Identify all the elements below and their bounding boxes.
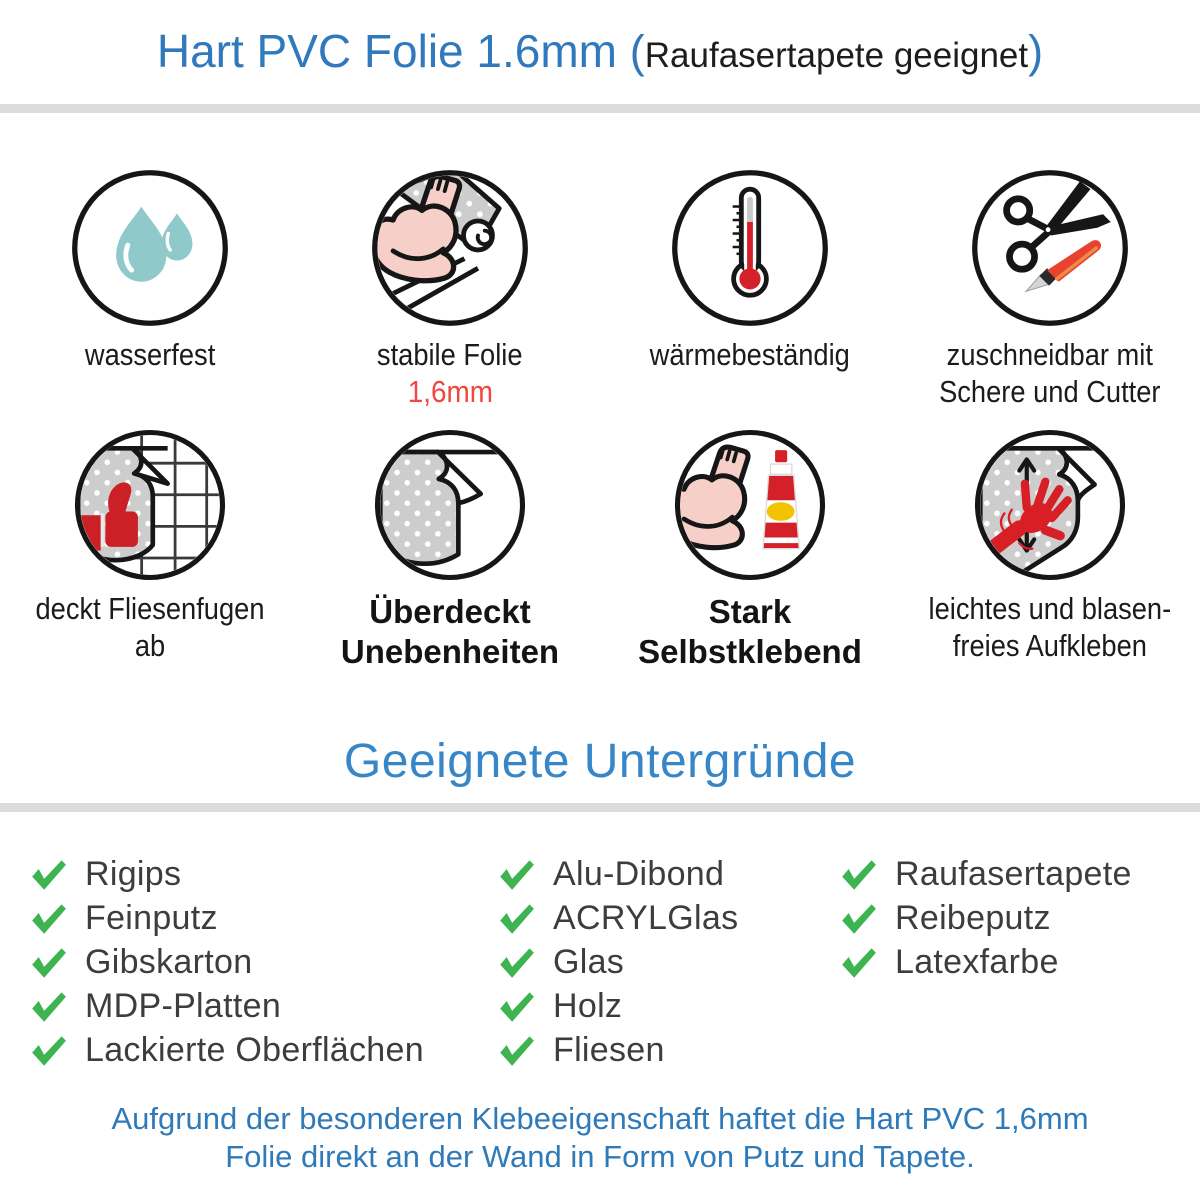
checkmark-icon — [840, 946, 877, 979]
substrate-item: MDP-Platten — [30, 984, 424, 1028]
feature-selbstklebend — [600, 426, 900, 672]
feature-unebenheiten — [300, 426, 600, 672]
checkmark-icon — [30, 902, 67, 935]
feature-zuschneidbar — [900, 166, 1200, 410]
scissors-cutter-icon — [968, 166, 1132, 330]
thermometer-icon — [668, 166, 832, 330]
substrate-item: Glas — [498, 940, 738, 984]
checkmark-icon — [498, 902, 535, 935]
muscle-glue-tube-icon — [671, 426, 829, 584]
substrate-item: Reibeputz — [840, 896, 1132, 940]
checkmark-icon — [840, 858, 877, 891]
adhesion-note — [0, 1100, 1200, 1176]
tiles-thumbs-up-icon — [71, 426, 229, 584]
substrates-list — [0, 852, 1200, 1082]
feature-aufkleben — [900, 426, 1200, 672]
feature-waermebestaendig — [600, 166, 900, 410]
feature-caption: wasserfest — [84, 337, 216, 372]
feature-wasserfest — [0, 166, 300, 410]
checkmark-icon — [30, 946, 67, 979]
feature-caption: leichtes und blasen- freies Aufkleben — [928, 591, 1172, 663]
feature-caption: deckt Fliesenfugen ab — [35, 591, 265, 663]
substrate-item: Feinputz — [30, 896, 424, 940]
substrate-item: ACRYLGlas — [498, 896, 738, 940]
feature-grid-row-1 — [0, 166, 1200, 410]
feature-caption: stabile Folie — [377, 337, 523, 372]
title-main-text: Hart PVC Folie 1.6mm — [156, 25, 630, 77]
note-line-1: Aufgrund der besonderen Klebeeigenschaft haftet die Hart PVC 1,6mm — [111, 1101, 1089, 1136]
divider-bar-middle — [0, 803, 1200, 812]
substrate-item: Alu-Dibond — [498, 852, 738, 896]
checkmark-icon — [30, 990, 67, 1023]
substrates-heading: Geeignete Untergründe — [343, 735, 857, 788]
checkmark-icon — [30, 1034, 67, 1067]
feature-caption: zuschneidbar mit Schere und Cutter — [939, 337, 1161, 409]
dotted-foil-fold-icon — [371, 426, 529, 584]
title-subtitle-text: Raufasertapete geeignet — [644, 36, 1029, 75]
water-drops-icon — [68, 166, 232, 330]
substrate-item: Gibskarton — [30, 940, 424, 984]
substrate-item: Fliesen — [498, 1028, 738, 1072]
substrate-item: Holz — [498, 984, 738, 1028]
hand-smoothing-foil-icon — [971, 426, 1129, 584]
substrate-item: Raufasertapete — [840, 852, 1132, 896]
feature-caption: Stark Selbstklebend — [638, 593, 862, 670]
substrate-item: Lackierte Oberflächen — [30, 1028, 424, 1072]
feature-caption: wärmebeständig — [649, 337, 851, 372]
checkmark-icon — [498, 990, 535, 1023]
thickness-highlight: 1,6mm — [407, 374, 493, 409]
feature-fliesenfugen — [0, 426, 300, 672]
checkmark-icon — [498, 1034, 535, 1067]
substrates-column-1 — [30, 852, 424, 1072]
divider-bar-top — [0, 104, 1200, 113]
substrate-item: Latexfarbe — [840, 940, 1132, 984]
page-title — [0, 24, 1200, 78]
note-line-2: Folie direkt an der Wand in Form von Putz und Tapete. — [225, 1139, 975, 1174]
title-paren-close: ) — [1028, 26, 1044, 77]
substrate-item: Rigips — [30, 852, 424, 896]
muscle-foil-roll-icon — [368, 166, 532, 330]
checkmark-icon — [498, 946, 535, 979]
title-paren-open: ( — [629, 26, 645, 77]
substrates-column-3 — [840, 852, 1132, 984]
checkmark-icon — [30, 858, 67, 891]
feature-stabile-folie — [300, 166, 600, 410]
feature-grid-row-2 — [0, 426, 1200, 672]
checkmark-icon — [498, 858, 535, 891]
feature-caption: Überdeckt Unebenheiten — [340, 593, 560, 670]
checkmark-icon — [840, 902, 877, 935]
substrates-column-2 — [498, 852, 738, 1072]
